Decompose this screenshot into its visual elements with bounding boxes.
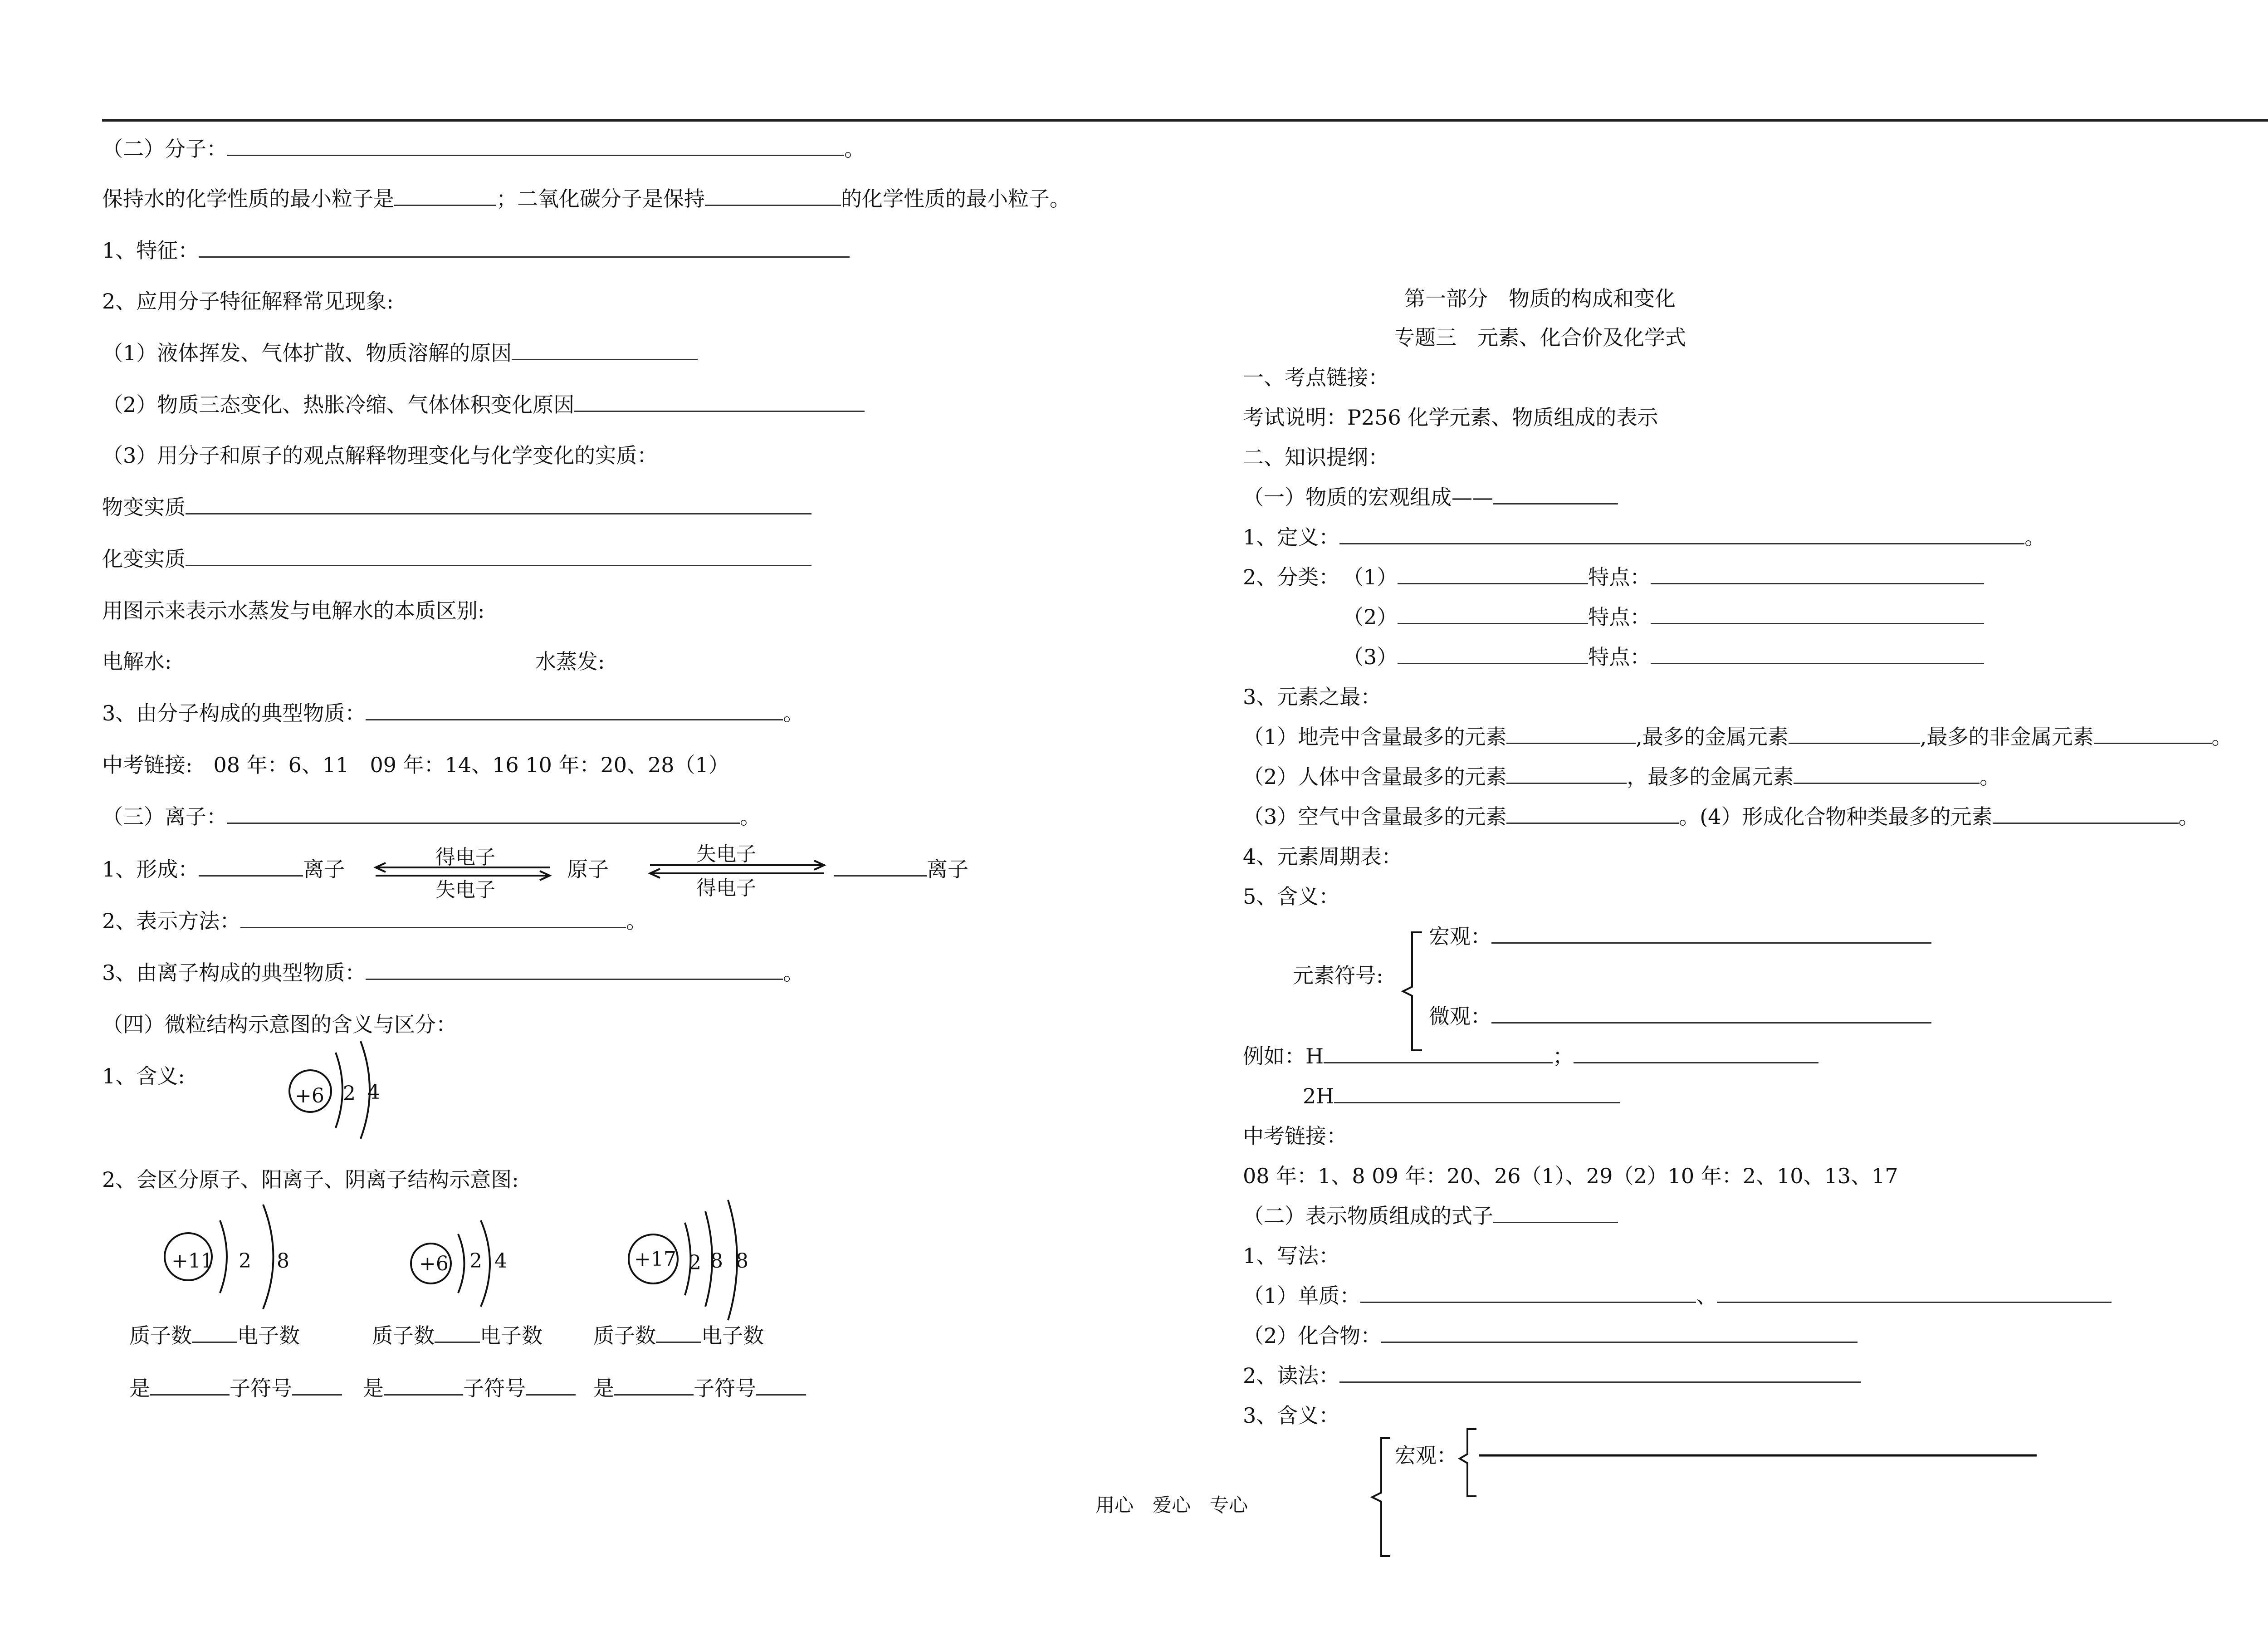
diagram-3-nucleus: +17: [634, 1248, 676, 1271]
blank: [1360, 1283, 1696, 1303]
blank: [834, 857, 927, 877]
shi: 是: [129, 1376, 150, 1401]
shell-2-count: 4: [367, 1081, 380, 1104]
blank: [1398, 605, 1588, 624]
blank: [240, 909, 626, 928]
diagram-prompt: 用图示来表示水蒸发与电解水的本质区别:: [102, 598, 485, 623]
element-symbol-label: 元素符号:: [1293, 963, 1383, 988]
zifuhao: 子符号: [463, 1376, 526, 1401]
structure-heading: （四）微粒结构示意图的含义与区分：: [102, 1012, 457, 1037]
ion-word: 离子: [303, 857, 345, 882]
writing-label: 1、写法：: [1243, 1244, 1340, 1268]
blank: [150, 1376, 230, 1396]
diagram-2-shell-2: 4: [494, 1249, 507, 1273]
blank: [199, 857, 303, 877]
blank: [1398, 645, 1588, 664]
blank: [512, 341, 698, 360]
blank: [1339, 525, 2024, 544]
water-text-c: 的化学性质的最小粒子。: [841, 186, 1070, 211]
micro-view-label: 微观：: [1429, 1004, 1491, 1028]
water-line: [102, 186, 1070, 211]
electron-label: 电子数: [237, 1323, 300, 1348]
class-number: （3）: [1343, 645, 1398, 669]
blank: [1339, 1363, 1861, 1383]
class-number: （1）: [1343, 565, 1398, 589]
formation-right: [834, 857, 968, 882]
meaning-brace-diagram: [1365, 1425, 2046, 1561]
chemical-line: [102, 546, 811, 572]
period: 。: [626, 909, 647, 933]
typical-ionic-line: [102, 960, 804, 985]
blank: [384, 1376, 463, 1396]
blank: [186, 495, 811, 514]
formula-label: （二）表示物质组成的式子: [1243, 1204, 1493, 1228]
diagram-2-shell-1: 2: [469, 1249, 482, 1273]
gain-electron-label: 得电子: [435, 846, 495, 869]
most-2b: ，最多的金属元素: [1627, 764, 1794, 789]
blank: [227, 804, 740, 824]
blank: [1506, 804, 1679, 824]
ion-word: 离子: [927, 857, 968, 882]
feature-label: 1、特征：: [102, 238, 199, 263]
left-double-arrow: [372, 862, 553, 880]
apply-2-text: （2）物质三态变化、热胀冷缩、气体体积变化原因: [102, 392, 575, 417]
blank: [1506, 725, 1636, 744]
water-text-a: 保持水的化学性质的最小粒子是: [102, 186, 394, 211]
chemical-label: 化变实质: [102, 547, 186, 571]
most-row-2: [1243, 764, 2000, 789]
notation-line: [102, 908, 647, 934]
blank: [1574, 1044, 1818, 1063]
blank: [192, 1323, 237, 1343]
definition-line: [1243, 524, 2045, 550]
diagram-1-shell-2: 8: [277, 1249, 289, 1273]
compound-line: [1243, 1323, 1857, 1348]
class-number: （2）: [1343, 605, 1398, 629]
most-2a: （2）人体中含量最多的元素: [1243, 764, 1507, 789]
most-1b: ,最多的金属元素: [1636, 725, 1789, 749]
physical-line: [102, 495, 811, 520]
lose-electron-label-2: 失电子: [696, 842, 756, 866]
typical-molecular-line: [102, 700, 804, 726]
class-row-1: [1343, 564, 1984, 590]
meaning-label: 1、含义:: [102, 1064, 185, 1088]
blank: [1493, 1204, 1618, 1223]
most-1a: （1）地壳中含量最多的元素: [1243, 725, 1507, 749]
period: 。: [783, 701, 804, 725]
part-title: 第一部分 物质的构成和变化: [1404, 286, 1676, 311]
blank: [1324, 1044, 1553, 1063]
dun-mark: 、: [1696, 1283, 1717, 1308]
footer-motto: 用心 爱心 专心: [1095, 1494, 1248, 1516]
class-row-2: [1343, 604, 1984, 630]
proton-label: 质子数: [593, 1323, 656, 1348]
blank: [1794, 764, 1980, 784]
definition-label: 1、定义：: [1243, 525, 1340, 549]
nucleus-charge: +6: [295, 1084, 324, 1107]
example-label: 例如：H: [1243, 1044, 1324, 1068]
blank: [705, 186, 841, 206]
period: 。: [1980, 764, 2001, 789]
section-1-heading: 一、考点链接：: [1243, 365, 1389, 390]
period: 。: [2211, 725, 2233, 749]
meaning-3-label: 3、含义：: [1243, 1403, 1340, 1428]
proton-row-1: [129, 1323, 300, 1348]
blank: [1651, 605, 1984, 624]
blank: [435, 1323, 480, 1343]
symbol-row-3: [593, 1376, 806, 1401]
typical-ionic-label: 3、由离子构成的典型物质：: [102, 960, 366, 985]
blank: [1651, 565, 1984, 584]
apply-1-text: （1）液体挥发、气体扩散、物质溶解的原因: [102, 341, 512, 365]
blank: [1334, 1084, 1620, 1103]
zhongkao-links: 08 年：1、8 09 年：20、26（1）、29（2）10 年：2、10、13、17: [1243, 1164, 1898, 1188]
macro-view-line: [1429, 924, 1931, 949]
blank: [366, 960, 783, 980]
electron-label: 电子数: [701, 1323, 764, 1348]
ion-heading-line: [102, 804, 761, 829]
macro-line: [1243, 485, 1618, 510]
blank: [1506, 764, 1627, 784]
feature-line: [102, 238, 850, 263]
typical-molecular-label: 3、由分子构成的典型物质：: [102, 701, 366, 725]
blank: [186, 547, 811, 566]
blank: [2094, 725, 2212, 744]
notation-label: 2、表示方法：: [102, 909, 241, 933]
most-row-1: [1243, 724, 2233, 749]
macro-view-label: 宏观：: [1429, 924, 1491, 949]
blank: [656, 1323, 701, 1343]
feature-label: 特点：: [1588, 565, 1651, 589]
blank: [1993, 804, 2179, 824]
right-double-arrow: [646, 860, 828, 878]
period: 。: [2024, 525, 2046, 549]
shell-1-count: 2: [343, 1082, 356, 1105]
atom-word: 原子: [567, 857, 609, 882]
water-text-b: ；二氧化碳分子是保持: [496, 186, 705, 211]
diagram-3-shell-3: 8: [736, 1249, 748, 1273]
class-row-3: [1343, 644, 1984, 670]
most-1c: ,最多的非金属元素: [1920, 725, 2094, 749]
proton-label: 质子数: [372, 1323, 435, 1348]
physical-label: 物变实质: [102, 495, 186, 519]
molecule-heading: （二）分子：: [102, 137, 227, 161]
blank: [1491, 1004, 1931, 1024]
gain-electron-label-2: 得电子: [696, 877, 756, 900]
formula-line: [1243, 1203, 1618, 1229]
zhongkao-link-left: 中考链接: 08 年：6、11 09 年：14、16 10 年：20、28（1）: [102, 753, 729, 777]
evaporation-label: 水蒸发:: [535, 649, 605, 674]
semicolon: ；: [1553, 1044, 1574, 1068]
ion-heading: （三）离子：: [102, 804, 227, 829]
distinguish-heading: 2、会区分原子、阳离子、阴离子结构示意图:: [102, 1167, 519, 1192]
feature-label: 特点：: [1588, 645, 1651, 669]
section-2-heading: 二、知识提纲：: [1243, 445, 1389, 470]
zifuhao: 子符号: [694, 1376, 756, 1401]
molecule-heading-line: [102, 136, 865, 162]
symbol-brace: [1399, 928, 1427, 1055]
period: 。: [740, 804, 761, 829]
period: 。: [844, 137, 865, 161]
blank: [614, 1376, 694, 1396]
blank: [1491, 924, 1931, 944]
apply-2-line: [102, 392, 865, 417]
blank: [1651, 645, 1984, 664]
example-line: [1243, 1043, 1818, 1069]
class-label: 2、分类：: [1243, 565, 1340, 589]
most-heading: 3、元素之最：: [1243, 685, 1382, 709]
header-rule: [102, 119, 2268, 122]
blank: [394, 186, 496, 206]
zhongkao-label: 中考链接：: [1243, 1124, 1347, 1148]
diagram-1-shell-1: 2: [239, 1249, 251, 1273]
elemental-label: （1）单质：: [1243, 1283, 1361, 1308]
twoH-label: 2H: [1303, 1084, 1334, 1108]
period: 。: [783, 960, 804, 985]
diagram-3-shell-1: 2: [689, 1251, 701, 1274]
electron-label: 电子数: [480, 1323, 543, 1348]
meaning-5-label: 5、含义：: [1243, 884, 1340, 909]
proton-label: 质子数: [129, 1323, 192, 1348]
blank: [756, 1376, 806, 1396]
diagram-3-shell-2: 8: [710, 1249, 723, 1273]
blank: [1398, 565, 1588, 584]
shi: 是: [593, 1376, 614, 1401]
macro-view-label-2: 宏观：: [1395, 1443, 1457, 1468]
apply-3-line: （3）用分子和原子的观点解释物理变化与化学变化的实质：: [102, 443, 658, 468]
blank: [366, 701, 783, 720]
most-3a: （3）空气中含量最多的元素: [1243, 804, 1507, 829]
zifuhao: 子符号: [230, 1376, 292, 1401]
topic-title: 专题三 元素、化合价及化学式: [1394, 325, 1686, 350]
blank: [574, 392, 865, 412]
electrolysis-label: 电解水:: [102, 649, 172, 674]
elemental-line: [1243, 1283, 2112, 1308]
period: 。: [2178, 804, 2200, 829]
blank: [1493, 485, 1618, 504]
blank: [526, 1376, 576, 1396]
macro-label: （一）物质的宏观组成——: [1243, 485, 1493, 509]
blank: [1789, 725, 1920, 744]
diagram-1-nucleus: +11: [171, 1249, 214, 1273]
most-row-3: [1243, 804, 2200, 829]
apply-1-line: [102, 340, 698, 366]
proton-row-3: [593, 1323, 764, 1348]
blank: [227, 137, 844, 156]
reading-line: [1243, 1363, 1861, 1388]
compound-label: （2）化合物：: [1243, 1323, 1382, 1348]
micro-view-line: [1429, 1004, 1931, 1029]
twoH-line: [1303, 1083, 1620, 1109]
blank: [292, 1376, 342, 1396]
lose-electron-label: 失电子: [435, 878, 495, 901]
periodic-table-label: 4、元素周期表：: [1243, 844, 1403, 869]
diagram-2-nucleus: +6: [419, 1252, 449, 1275]
blank: [1717, 1283, 2112, 1303]
feature-label: 特点：: [1588, 605, 1651, 629]
blank: [1381, 1323, 1857, 1343]
apply-heading: 2、应用分子特征解释常见现象:: [102, 289, 394, 313]
reading-label: 2、读法：: [1243, 1363, 1340, 1388]
most-3b: 。(4）形成化合物种类最多的元素: [1679, 804, 1993, 829]
symbol-row-2: [363, 1376, 576, 1401]
exam-note: 考试说明：P256 化学元素、物质组成的表示: [1243, 405, 1658, 430]
formation-line: [102, 857, 345, 882]
proton-row-2: [372, 1323, 543, 1348]
shi: 是: [363, 1376, 384, 1401]
blank: [199, 238, 850, 258]
symbol-row-1: [129, 1376, 342, 1401]
formation-label: 1、形成：: [102, 857, 199, 882]
